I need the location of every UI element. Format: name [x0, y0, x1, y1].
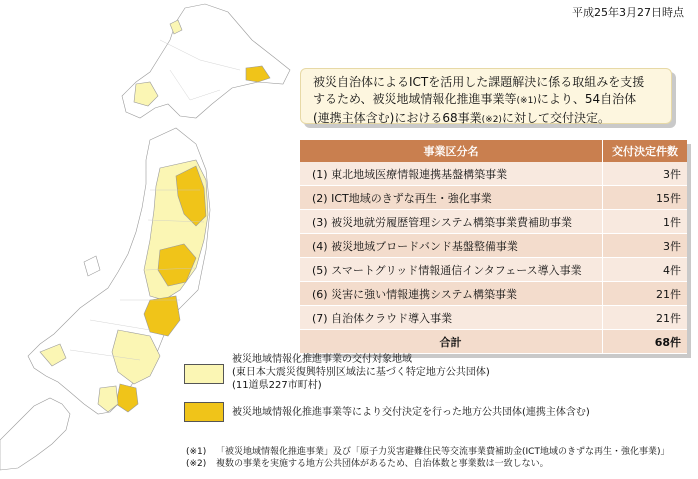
chiba-funded-area — [116, 384, 138, 412]
footnote-1: (※1) 「被災地域情報化推進事業」及び「原子力災害避難住民等交流事業費補助金(ICT地域のきずな再生・強化事業)」 — [186, 447, 670, 457]
date-stamp: 平成25年3月27日時点 — [572, 6, 684, 19]
footnote-2: (※2) 複数の事業を実施する地方公共団体があるため、自治体数と事業数は一致しない。 — [186, 459, 549, 469]
header-program-name: 事業区分名 — [300, 140, 603, 162]
legend-text-target: 被災地域情報化推進事業の交付対象地域 (東日本大震災復興特別区域法に基づく特定地方公共団体) (11道県227市町村) — [232, 354, 490, 391]
sado-island — [84, 256, 100, 276]
table-row: (6) 災害に強い情報連携システム構築事業 21件 — [300, 282, 687, 306]
table-header-row — [300, 140, 687, 162]
callout-line-2: するため、被災地域情報化推進事業等(※1)により、54自治体 — [313, 92, 637, 106]
callout-line-1: 被災自治体によるICTを活用した課題解決に係る取組みを支援 — [313, 75, 645, 89]
table-row: (4) 被災地域ブロードバンド基盤整備事業 3件 — [300, 234, 687, 258]
summary-callout — [300, 68, 672, 124]
header-count: 交付決定件数 — [603, 140, 688, 162]
legend-text-funded: 被災地域情報化推進事業等により交付決定を行った地方公共団体(連携主体含む) — [232, 407, 590, 418]
program-table — [300, 140, 687, 354]
footnotes — [186, 446, 669, 470]
honshu-west — [0, 398, 70, 470]
table-total-row: 合計 68件 — [300, 330, 687, 354]
table-row: (2) ICT地域のきずな再生・強化事業 15件 — [300, 186, 687, 210]
table-row: (3) 被災地就労履歴管理システム構築事業費補助事業 1件 — [300, 210, 687, 234]
legend-swatch-target — [184, 364, 224, 384]
callout-line-3: (連携主体含む)における68事業(※2)に対して交付決定。 — [313, 111, 610, 125]
table-row: (1) 東北地域医療情報連携基盤構築事業 3件 — [300, 162, 687, 186]
table-row: (5) スマートグリッド情報通信インタフェース導入事業 4件 — [300, 258, 687, 282]
table-row: (7) 自治体クラウド導入事業 21件 — [300, 306, 687, 330]
legend-swatch-funded — [184, 402, 224, 422]
